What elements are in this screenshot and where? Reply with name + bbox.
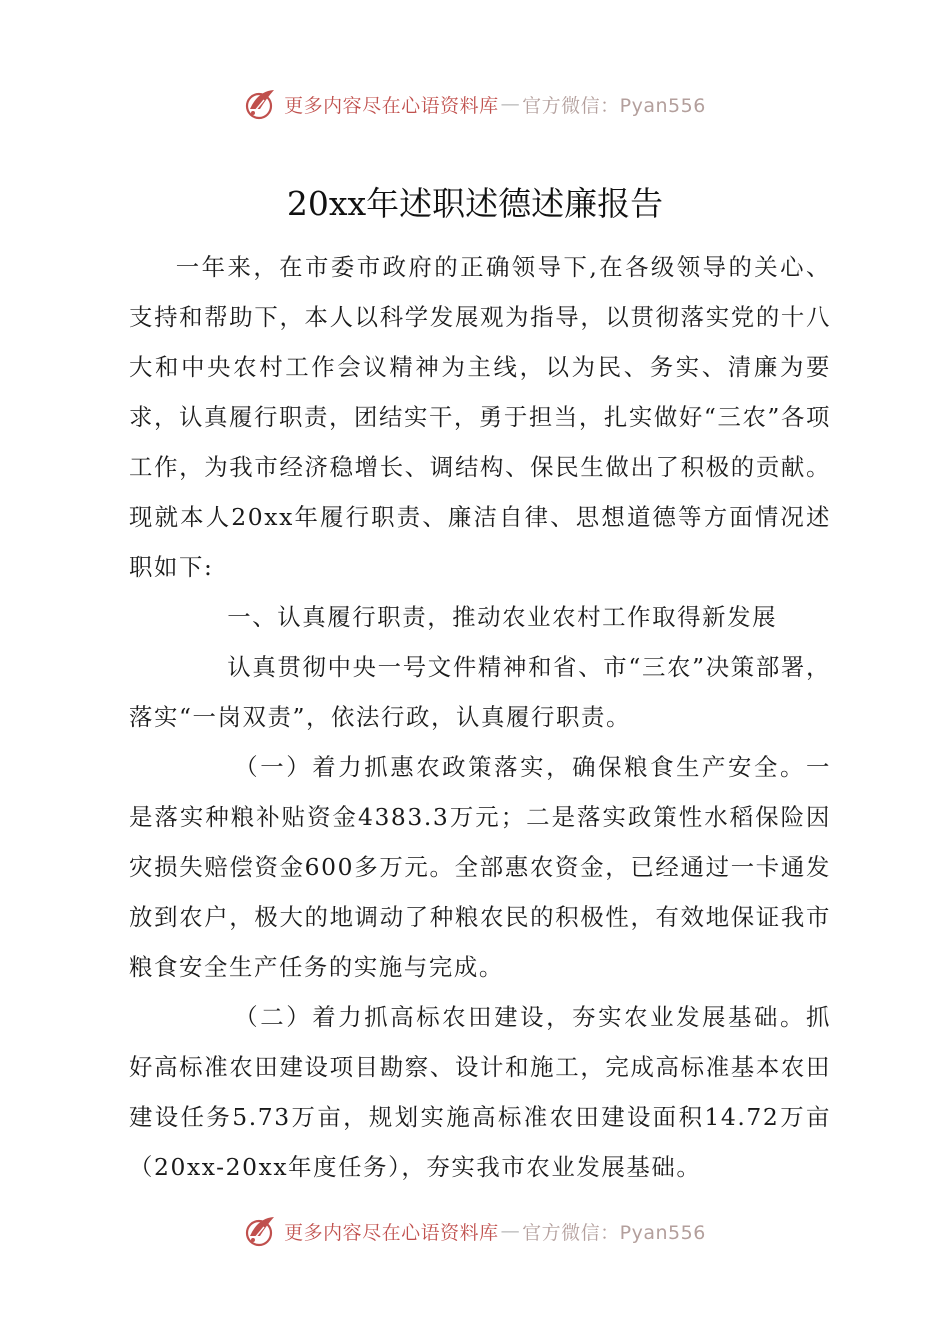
- watermark-footer: [0, 1211, 950, 1251]
- watermark-contact: 官方微信：Pyan556: [522, 94, 706, 117]
- document-body: [129, 242, 831, 1192]
- watermark-header: [0, 84, 950, 124]
- pen-nib-logo-icon: [244, 87, 278, 121]
- paragraph-section-1: 认真贯彻中央一号文件精神和省、市“三农”决策部署，落实“一岗双责”，依法行政，认真履行职责。: [129, 653, 831, 731]
- pen-nib-logo-icon: [244, 1214, 278, 1248]
- watermark-text: 更多内容尽在心语资料库: [284, 1221, 499, 1244]
- watermark-dash: —: [500, 1220, 521, 1242]
- watermark-dash: —: [500, 93, 521, 115]
- document-title: 20xx年述职述德述廉报告: [286, 184, 664, 223]
- watermark-contact: 官方微信：Pyan556: [522, 1221, 706, 1244]
- paragraph-intro: 一年来，在市委市政府的正确领导下,在各级领导的关心、支持和帮助下，本人以科学发展观为指导，以贯彻落实党的十八大和中央农村工作会议精神为主线，以为民、务实、清廉为要求，认真履行职责，团结实干，勇于担当，扎实做好“三农”各项工作，为我市经济稳增长、调结构、保民生做出了积极的贡献。现就本人20xx年履行职责、廉洁自律、思想道德等方面情况述职如下:: [129, 253, 831, 581]
- paragraph-item-2: （二）着力抓高标农田建设，夯实农业发展基础。抓好高标准农田建设项目勘察、设计和施工，完成高标准基本农田建设任务5.73万亩，规划实施高标准农田建设面积14.72万亩（20xx-20xx年度任务），夯实我市农业发展基础。: [129, 1003, 831, 1181]
- watermark-text: 更多内容尽在心语资料库: [284, 94, 499, 117]
- paragraph-item-1: （一）着力抓惠农政策落实，确保粮食生产安全。一是落实种粮补贴资金4383.3万元；二是落实政策性水稻保险因灾损失赔偿资金600多万元。全部惠农资金，已经通过一卡通发放到农户，极大的地调动了种粮农民的积极性，有效地保证我市粮食安全生产任务的实施与完成。: [129, 753, 831, 981]
- section-heading-1: 一、认真履行职责，推动农业农村工作取得新发展: [227, 603, 778, 631]
